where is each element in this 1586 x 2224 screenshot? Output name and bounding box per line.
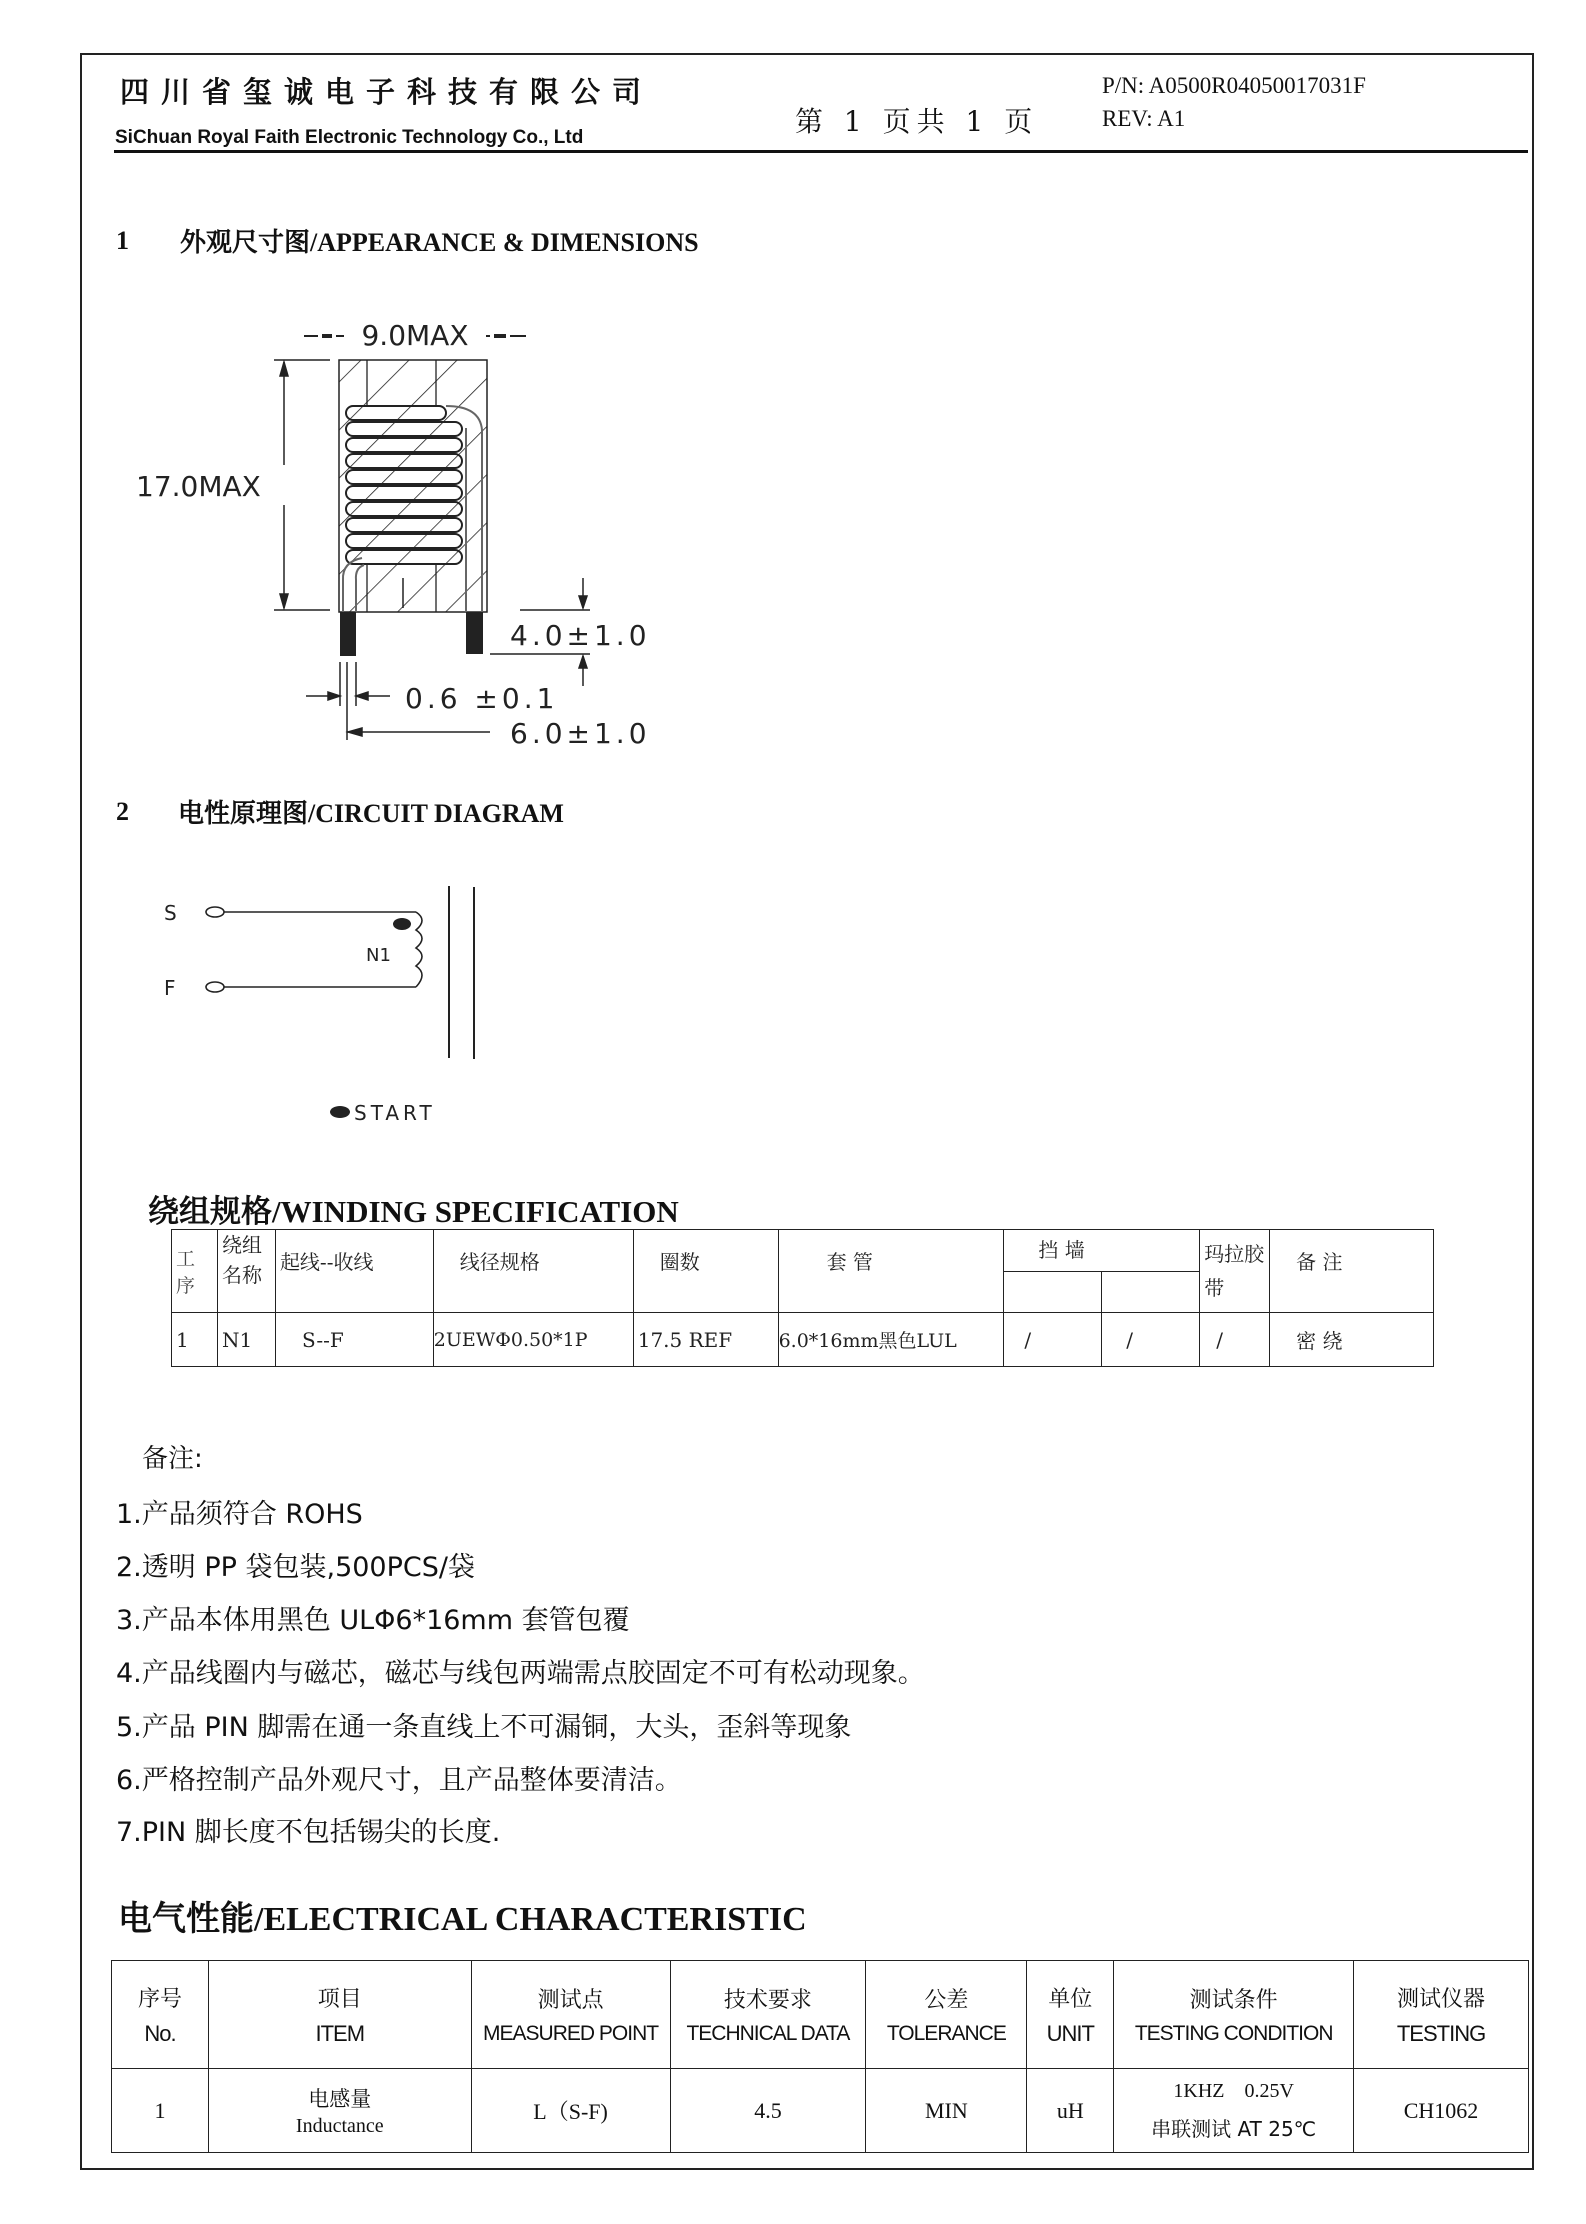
cell-barrier-a: / bbox=[1004, 1313, 1102, 1367]
cell-wire-spec: 2UEWΦ0.50*1P bbox=[433, 1313, 633, 1367]
header-item: 项目 ITEM bbox=[208, 1961, 471, 2069]
header-barrier-b bbox=[1102, 1272, 1200, 1313]
width-label: 9.0MAX bbox=[361, 319, 469, 352]
part-number: P/N: A0500R04050017031F bbox=[1102, 73, 1366, 98]
cell-item: 电感量 Inductance bbox=[208, 2069, 471, 2153]
note-item: 6.严格控制产品外观尺寸，且产品整体要清洁。 bbox=[116, 1765, 682, 1796]
header-unit: 单位 UNIT bbox=[1027, 1961, 1114, 2069]
cell-no: 1 bbox=[112, 2069, 209, 2153]
pin-pitch-label: 6.0±1.0 bbox=[510, 717, 651, 750]
cell-testing-condition: 1KHZ 0.25V 串联测试 AT 25℃ bbox=[1114, 2069, 1354, 2153]
cell-remark: 密 绕 bbox=[1270, 1313, 1434, 1367]
winding-coil bbox=[416, 912, 422, 987]
header-technical-data: 技术要求 TECHNICAL DATA bbox=[670, 1961, 866, 2069]
start-legend-icon bbox=[330, 1106, 350, 1118]
header-sleeve: 套 管 bbox=[778, 1230, 1004, 1313]
pin-diameter-dimension-line bbox=[306, 662, 390, 706]
header-barrier-a bbox=[1004, 1272, 1102, 1313]
note-item: 7.PIN 脚长度不包括锡尖的长度. bbox=[116, 1817, 501, 1848]
cell-step: 1 bbox=[172, 1313, 218, 1367]
cell-unit: uH bbox=[1027, 2069, 1114, 2153]
circuit-diagram bbox=[150, 860, 570, 1140]
start-dot-icon bbox=[393, 918, 411, 930]
header-tape: 玛拉胶带 bbox=[1200, 1230, 1270, 1313]
header-no: 序号 No. bbox=[112, 1961, 209, 2069]
header-wire-spec: 线径规格 bbox=[433, 1230, 633, 1313]
pin-diameter-label: 0.6 ±0.1 bbox=[405, 682, 559, 715]
header-barrier: 挡 墙 bbox=[1004, 1230, 1200, 1272]
revision: REV: A1 bbox=[1102, 106, 1186, 131]
pin-left bbox=[340, 612, 356, 656]
dimension-drawing bbox=[136, 300, 700, 760]
cell-tolerance: MIN bbox=[866, 2069, 1027, 2153]
header-remark: 备 注 bbox=[1270, 1230, 1434, 1313]
height-dimension-line bbox=[274, 360, 330, 610]
section-1-title: 外观尺寸图/APPEARANCE & DIMENSIONS bbox=[180, 228, 699, 257]
cell-start-end: S--F bbox=[275, 1313, 433, 1367]
company-name-en: SiChuan Royal Faith Electronic Technology Co., Ltd bbox=[115, 127, 584, 148]
company-name-cn: 四川省玺诚电子科技有限公司 bbox=[120, 75, 654, 109]
terminal-s bbox=[206, 907, 224, 917]
header-turns: 圈数 bbox=[633, 1230, 778, 1313]
electrical-title: 电气性能/ELECTRICAL CHARACTERISTIC bbox=[118, 1901, 807, 1938]
note-item: 3.产品本体用黑色 ULΦ6*16mm 套管包覆 bbox=[116, 1605, 630, 1636]
page-indicator: 第 1 页共 1 页 bbox=[795, 105, 1039, 138]
note-item: 1.产品须符合 ROHS bbox=[116, 1499, 363, 1530]
terminal-s-label: S bbox=[164, 901, 177, 925]
header-tolerance: 公差 TOLERANCE bbox=[866, 1961, 1027, 2069]
note-item: 5.产品 PIN 脚需在通一条直线上不可漏铜，大头，歪斜等现象 bbox=[116, 1712, 852, 1743]
inductor-body bbox=[339, 360, 487, 612]
header-measured-point: 测试点 MEASURED POINT bbox=[471, 1961, 670, 2069]
pin-right bbox=[466, 612, 483, 654]
header-testing-instrument: 测试仪器 TESTING bbox=[1354, 1961, 1529, 2069]
winding-label: N1 bbox=[366, 945, 391, 966]
cell-technical-data: 4.5 bbox=[670, 2069, 866, 2153]
table-row bbox=[112, 2069, 1529, 2153]
note-item: 4.产品线圈内与磁芯，磁芯与线包两端需点胶固定不可有松动现象。 bbox=[116, 1658, 925, 1689]
header-testing-condition: 测试条件 TESTING CONDITION bbox=[1114, 1961, 1354, 2069]
terminal-f-label: F bbox=[164, 976, 176, 1000]
terminal-f bbox=[206, 982, 224, 992]
section-1-number: 1 bbox=[116, 226, 129, 255]
notes-title: 备注: bbox=[142, 1444, 203, 1474]
cell-barrier-b: / bbox=[1102, 1313, 1200, 1367]
electrical-table bbox=[111, 1960, 1529, 2153]
header-start-end: 起线--收线 bbox=[275, 1230, 433, 1313]
header-divider bbox=[114, 150, 1528, 153]
header-row bbox=[112, 1961, 1529, 2069]
winding-spec-title: 绕组规格/WINDING SPECIFICATION bbox=[148, 1194, 679, 1229]
height-label: 17.0MAX bbox=[136, 470, 261, 503]
cell-winding-name: N1 bbox=[217, 1313, 275, 1367]
start-legend-label: START bbox=[354, 1101, 436, 1125]
table-row bbox=[172, 1313, 1434, 1367]
pin-length-label: 4.0±1.0 bbox=[510, 619, 651, 652]
section-2-number: 2 bbox=[116, 797, 129, 826]
cell-measured-point: L（S-F) bbox=[471, 2069, 670, 2153]
winding-spec-table bbox=[171, 1229, 1434, 1367]
cell-testing-instrument: CH1062 bbox=[1354, 2069, 1529, 2153]
header-step: 工序 bbox=[172, 1230, 218, 1313]
note-item: 2.透明 PP 袋包装,500PCS/袋 bbox=[116, 1552, 475, 1583]
cell-sleeve: 6.0*16mm黑色LUL bbox=[778, 1313, 1004, 1367]
cell-turns: 17.5 REF bbox=[633, 1313, 778, 1367]
header-winding-name: 绕组名称 bbox=[217, 1230, 275, 1313]
section-2-title: 电性原理图/CIRCUIT DIAGRAM bbox=[178, 799, 564, 828]
cell-tape: / bbox=[1200, 1313, 1270, 1367]
